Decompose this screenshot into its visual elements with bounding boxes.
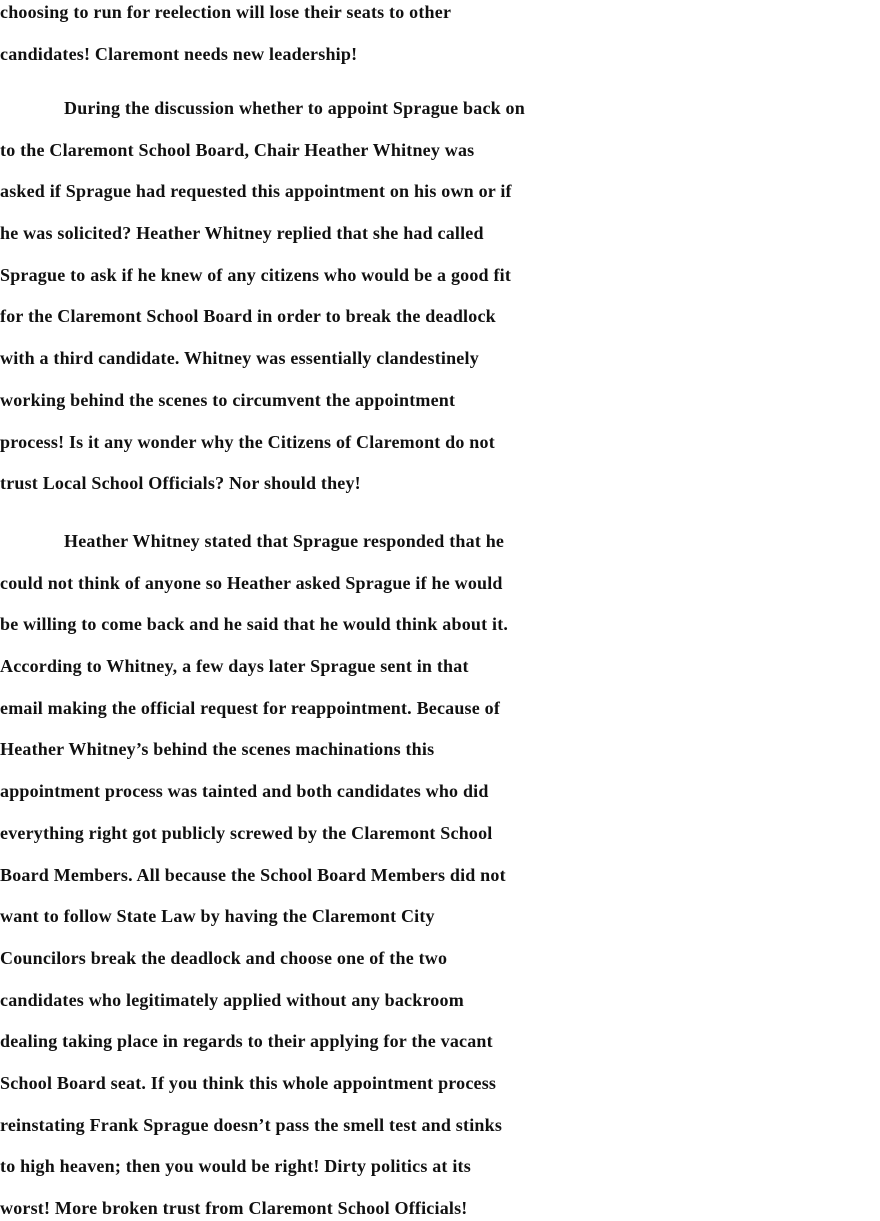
- text-line: candidates who legitimately applied without any backroom: [0, 989, 464, 1010]
- paragraph-3: [0, 521, 880, 1221]
- text-line: for the Claremont School Board in order to break the deadlock: [0, 306, 496, 327]
- text-line: Heather Whitney’s behind the scenes machinations this: [0, 739, 435, 760]
- text-line: worst! More broken trust from Claremont School Officials!: [0, 1198, 468, 1218]
- text-line: choosing to run for reelection will lose their seats to other: [0, 2, 452, 22]
- text-line: working behind the scenes to circumvent the appointment: [0, 389, 456, 410]
- text-line: email making the official request for reappointment. Because of: [0, 697, 501, 718]
- text-line: could not think of anyone so Heather asked Sprague if he would: [0, 572, 503, 593]
- text-line: Sprague to ask if he knew of any citizens who would be a good fit: [0, 264, 512, 285]
- text-line: process! Is it any wonder why the Citizens of Claremont do not: [0, 431, 495, 452]
- text-line: with a third candidate. Whitney was essentially clandestinely: [0, 348, 479, 369]
- text-line: Board Members. All because the School Board Members did not: [0, 864, 506, 885]
- text-line: dealing taking place in regards to their applying for the vacant: [0, 1031, 493, 1052]
- text-line: asked if Sprague had requested this appointment on his own or if: [0, 181, 512, 202]
- text-line: want to follow State Law by having the Claremont City: [0, 906, 435, 927]
- text-line: to high heaven; then you would be right! Dirty politics at its: [0, 1156, 471, 1177]
- text-line: Heather Whitney stated that Sprague responded that he: [64, 531, 505, 551]
- text-line: trust Local School Officials? Nor should they!: [0, 473, 361, 494]
- paragraph-2: [0, 88, 880, 505]
- text-line: School Board seat. If you think this whole appointment process: [0, 1072, 497, 1093]
- text-line: everything right got publicly screwed by the Claremont School: [0, 822, 493, 843]
- text-line: Councilors break the deadlock and choose one of the two: [0, 947, 448, 968]
- text-line: reinstating Frank Sprague doesn’t pass the smell test and stinks: [0, 1114, 503, 1135]
- text-line: be willing to come back and he said that he would think about it.: [0, 614, 509, 635]
- text-line: candidates! Claremont needs new leadership!: [0, 43, 358, 64]
- text-line: he was solicited? Heather Whitney replied that she had called: [0, 223, 484, 244]
- text-line: appointment process was tainted and both candidates who did: [0, 781, 489, 802]
- paragraph-1: [0, 0, 880, 75]
- text-line: During the discussion whether to appoint Sprague back on: [64, 98, 525, 118]
- text-line: to the Claremont School Board, Chair Heather Whitney was: [0, 139, 475, 160]
- text-line: According to Whitney, a few days later Sprague sent in that: [0, 656, 469, 677]
